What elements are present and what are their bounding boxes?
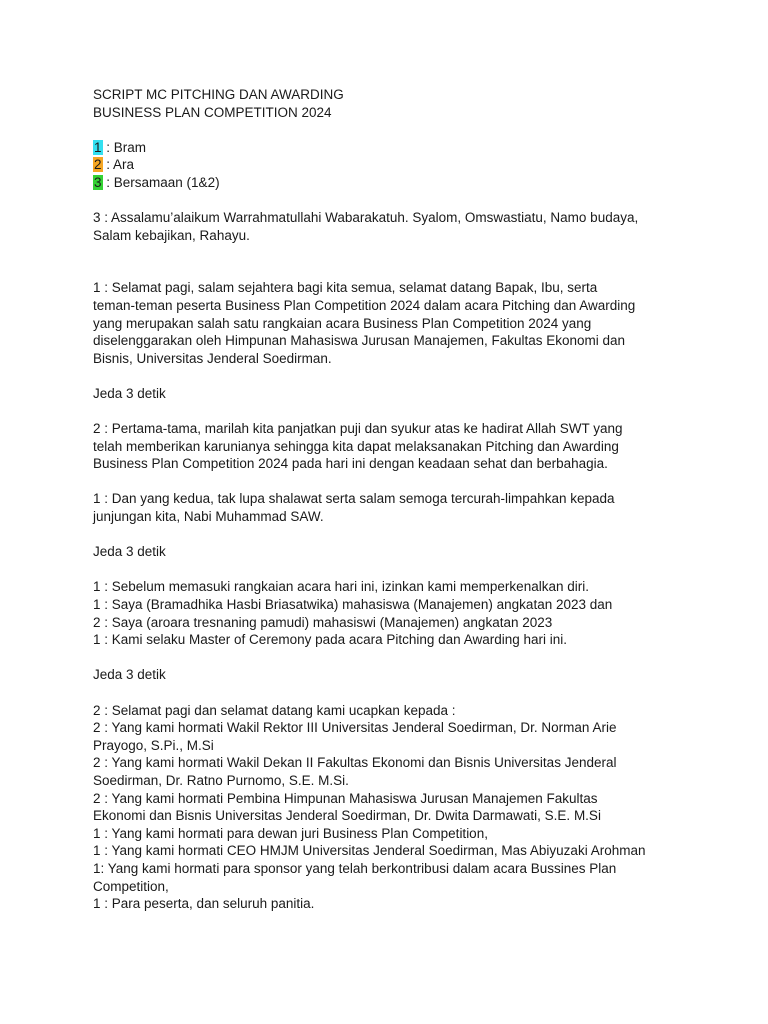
text-line: 1 : Kami selaku Master of Ceremony pada acara Pitching dan Awarding hari ini. [93,632,568,648]
text-line: Business Plan Competition 2024 pada hari ini dengan keadaan sehat dan berbahagia. [93,456,608,472]
legend-label: : Bram [102,139,147,155]
text-line: 2 : Yang kami hormati Wakil Rektor III Universitas Jenderal Soedirman, Dr. Norman Arie [93,720,617,736]
text-line: Competition, [93,878,169,894]
text-line: 1 : Sebelum memasuki rangkaian acara hari ini, izinkan kami memperkenalkan diri. [93,579,589,595]
text-line: yang merupakan salah satu rangkaian acara Business Plan Competition 2024 yang [93,315,592,331]
text-line: 2 : Yang kami hormati Pembina Himpunan Mahasiswa Jurusan Manajemen Fakultas [93,790,598,806]
document-title [93,86,693,121]
text-line: 1: Yang kami hormati para sponsor yang telah berkontribusi dalam acara Bussines Plan [93,860,617,876]
text-line: 2 : Selamat pagi dan selamat datang kami ucapkan kepada : [93,702,456,718]
pause-note: Jeda 3 detik [93,544,166,560]
text-line: Bisnis, Universitas Jenderal Soedirman. [93,350,332,366]
speaker-legend [93,139,693,192]
title-line-2: BUSINESS PLAN COMPETITION 2024 [93,104,332,120]
legend-label: : Ara [102,157,135,173]
speaker-1-marker: 1 [94,139,102,155]
paragraph-gratitude [93,420,693,473]
paragraph-greeting [93,209,693,244]
legend-item-together [93,174,693,192]
text-line: 1 : Para peserta, dan seluruh panitia. [93,896,315,912]
document-page [93,86,693,913]
pause-note: Jeda 3 detik [93,385,166,401]
paragraph-introduction [93,578,693,648]
legend-item-bram [93,139,693,157]
paragraph-welcome [93,702,693,913]
text-line: diselenggarakan oleh Himpunan Mahasiswa Jurusan Manajemen, Fakultas Ekonomi dan [93,333,626,349]
text-line: 1 : Yang kami hormati CEO HMJM Universitas Jenderal Soedirman, Mas Abiyuzaki Arohman [93,843,646,859]
text-line: Prayogo, S.Pi., M.Si [93,737,214,753]
text-line: 3 : Assalamu’alaikum Warrahmatullahi Wabarakatuh. Syalom, Omswastiatu, Namo budaya, [93,210,639,226]
text-line: Ekonomi dan Bisnis Universitas Jenderal Soedirman, Dr. Dwita Darmawati, S.E. M.Si [93,808,601,824]
speaker-3-marker: 3 [94,174,102,190]
text-line: 1 : Selamat pagi, salam sejahtera bagi kita semua, selamat datang Bapak, Ibu, serta [93,280,598,296]
text-line: Salam kebajikan, Rahayu. [93,227,250,243]
speaker-2-marker: 2 [94,157,102,173]
text-line: Soedirman, Dr. Ratno Purnomo, S.E. M.Si. [93,772,349,788]
text-line: telah memberikan karunianya sehingga kita dapat melaksanakan Pitching dan Awarding [93,438,619,454]
legend-label: : Bersamaan (1&2) [102,174,220,190]
text-line: teman-teman peserta Business Plan Competition 2024 dalam acara Pitching dan Awarding [93,297,636,313]
text-line: 2 : Saya (aroara tresnaning pamudi) mahasiswi (Manajemen) angkatan 2023 [93,614,553,630]
text-line: 1 : Dan yang kedua, tak lupa shalawat serta salam semoga tercurah-limpahkan kepada [93,491,615,507]
title-line-1: SCRIPT MC PITCHING DAN AWARDING [93,87,344,102]
text-line: 2 : Pertama-tama, marilah kita panjatkan puji dan syukur atas ke hadirat Allah SWT yang [93,421,623,437]
text-line: 1 : Yang kami hormati para dewan juri Business Plan Competition, [93,825,488,841]
legend-item-ara [93,156,693,174]
text-line: junjungan kita, Nabi Muhammad SAW. [93,509,324,525]
paragraph-opening [93,279,693,367]
text-line: 1 : Saya (Bramadhika Hasbi Briasatwika) mahasiswa (Manajemen) angkatan 2023 dan [93,597,613,613]
paragraph-shalawat [93,490,693,525]
pause-note: Jeda 3 detik [93,667,166,683]
text-line: 2 : Yang kami hormati Wakil Dekan II Fakultas Ekonomi dan Bisnis Universitas Jenderal [93,755,617,771]
